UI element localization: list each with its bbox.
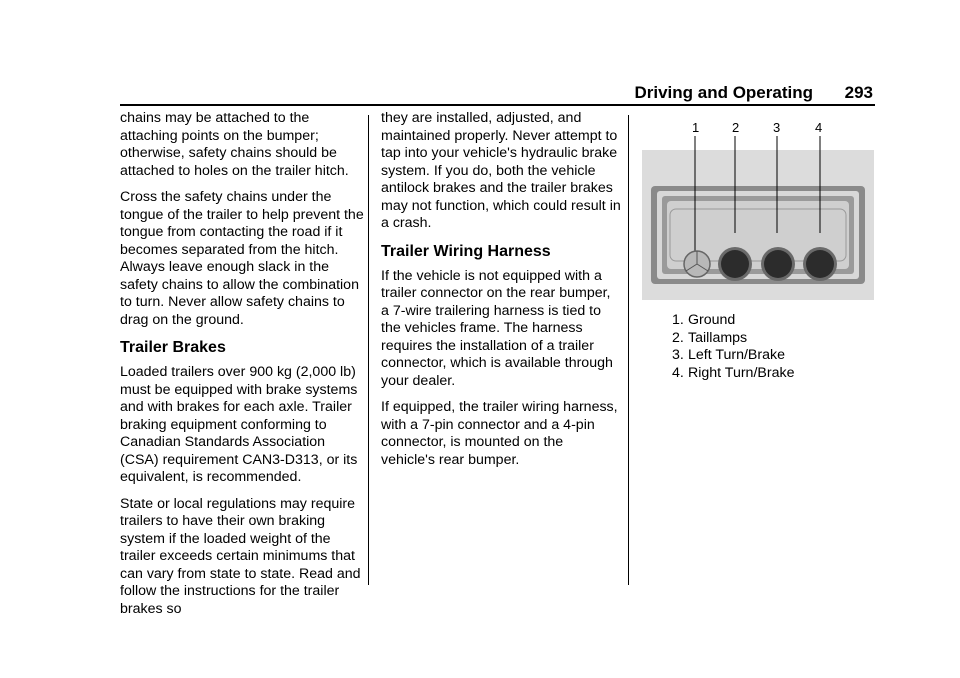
legend-item: 4. Right Turn/Brake xyxy=(672,364,795,381)
taillamps-terminal-icon xyxy=(718,247,752,281)
connector-illustration xyxy=(642,115,874,305)
callout-4: 4 xyxy=(815,120,823,135)
paragraph: Loaded trailers over 900 kg (2,000 lb) must be equipped with brake systems and with brakes for each axle. Trailer braking equipment conforming to Canadian Standards Association (CSA) requirement CAN3-D313, or its equivalent, is recommended. xyxy=(120,364,358,485)
right-turn-terminal-icon xyxy=(803,247,837,281)
column-divider-right xyxy=(628,115,629,585)
legend-item: 3. Left Turn/Brake xyxy=(672,347,785,363)
page-header xyxy=(120,80,875,104)
pin-legend xyxy=(672,312,794,382)
paragraph: Cross the safety chains under the tongue of the trailer to help prevent the tongue from contacting the road if it becomes separated from the hitch. Always leave enough slack in the safety chains to allow the combination to turn. Never allow safety chains to drag on the ground. xyxy=(120,189,364,328)
paragraph: they are installed, adjusted, and maintained properly. Never attempt to tap into your vehicle's hydraulic brake system. If you do, both the vehicle antilock brakes and the trailer brakes may not function, which could result in a crash. xyxy=(381,110,621,231)
paragraph: State or local regulations may require trailers to have their own braking system if the loaded weight of the trailer exceeds certain minimums that can vary from state to state. Read and follow the instructions for the trailer brakes so xyxy=(120,495,361,617)
page-number: 293 xyxy=(844,83,873,102)
ground-terminal-icon xyxy=(684,251,710,277)
left-turn-terminal-icon xyxy=(761,247,795,281)
paragraph: If the vehicle is not equipped with a trailer connector on the rear bumper, a 7-wire trailering harness is tied to the vehicles frame. The harness requires the installation of a trailer connector, which is available through your dealer. xyxy=(381,267,613,389)
paragraph: chains may be attached to the attaching points on the bumper; otherwise, safety chains should be attached to holes on the trailer hitch. xyxy=(120,110,349,179)
legend-item: 1. Ground xyxy=(672,312,736,328)
legend-item: 2. Taillamps xyxy=(672,329,748,346)
callout-2: 2 xyxy=(732,120,740,135)
callout-3: 3 xyxy=(773,120,781,135)
text-column-1 xyxy=(120,110,365,627)
column-divider-left xyxy=(368,115,369,585)
text-column-2 xyxy=(381,110,621,478)
header-rule xyxy=(120,104,875,106)
trailer-brakes-heading: Trailer Brakes xyxy=(120,339,226,356)
section-title: Driving and Operating xyxy=(634,83,813,102)
paragraph: If equipped, the trailer wiring harness, with a 7-pin connector and a 4-pin connector, is mounted on the vehicle's rear bumper. xyxy=(381,399,618,468)
connector-svg xyxy=(642,115,874,305)
trailer-wiring-harness-heading: Trailer Wiring Harness xyxy=(381,242,551,260)
callout-1: 1 xyxy=(692,120,700,135)
